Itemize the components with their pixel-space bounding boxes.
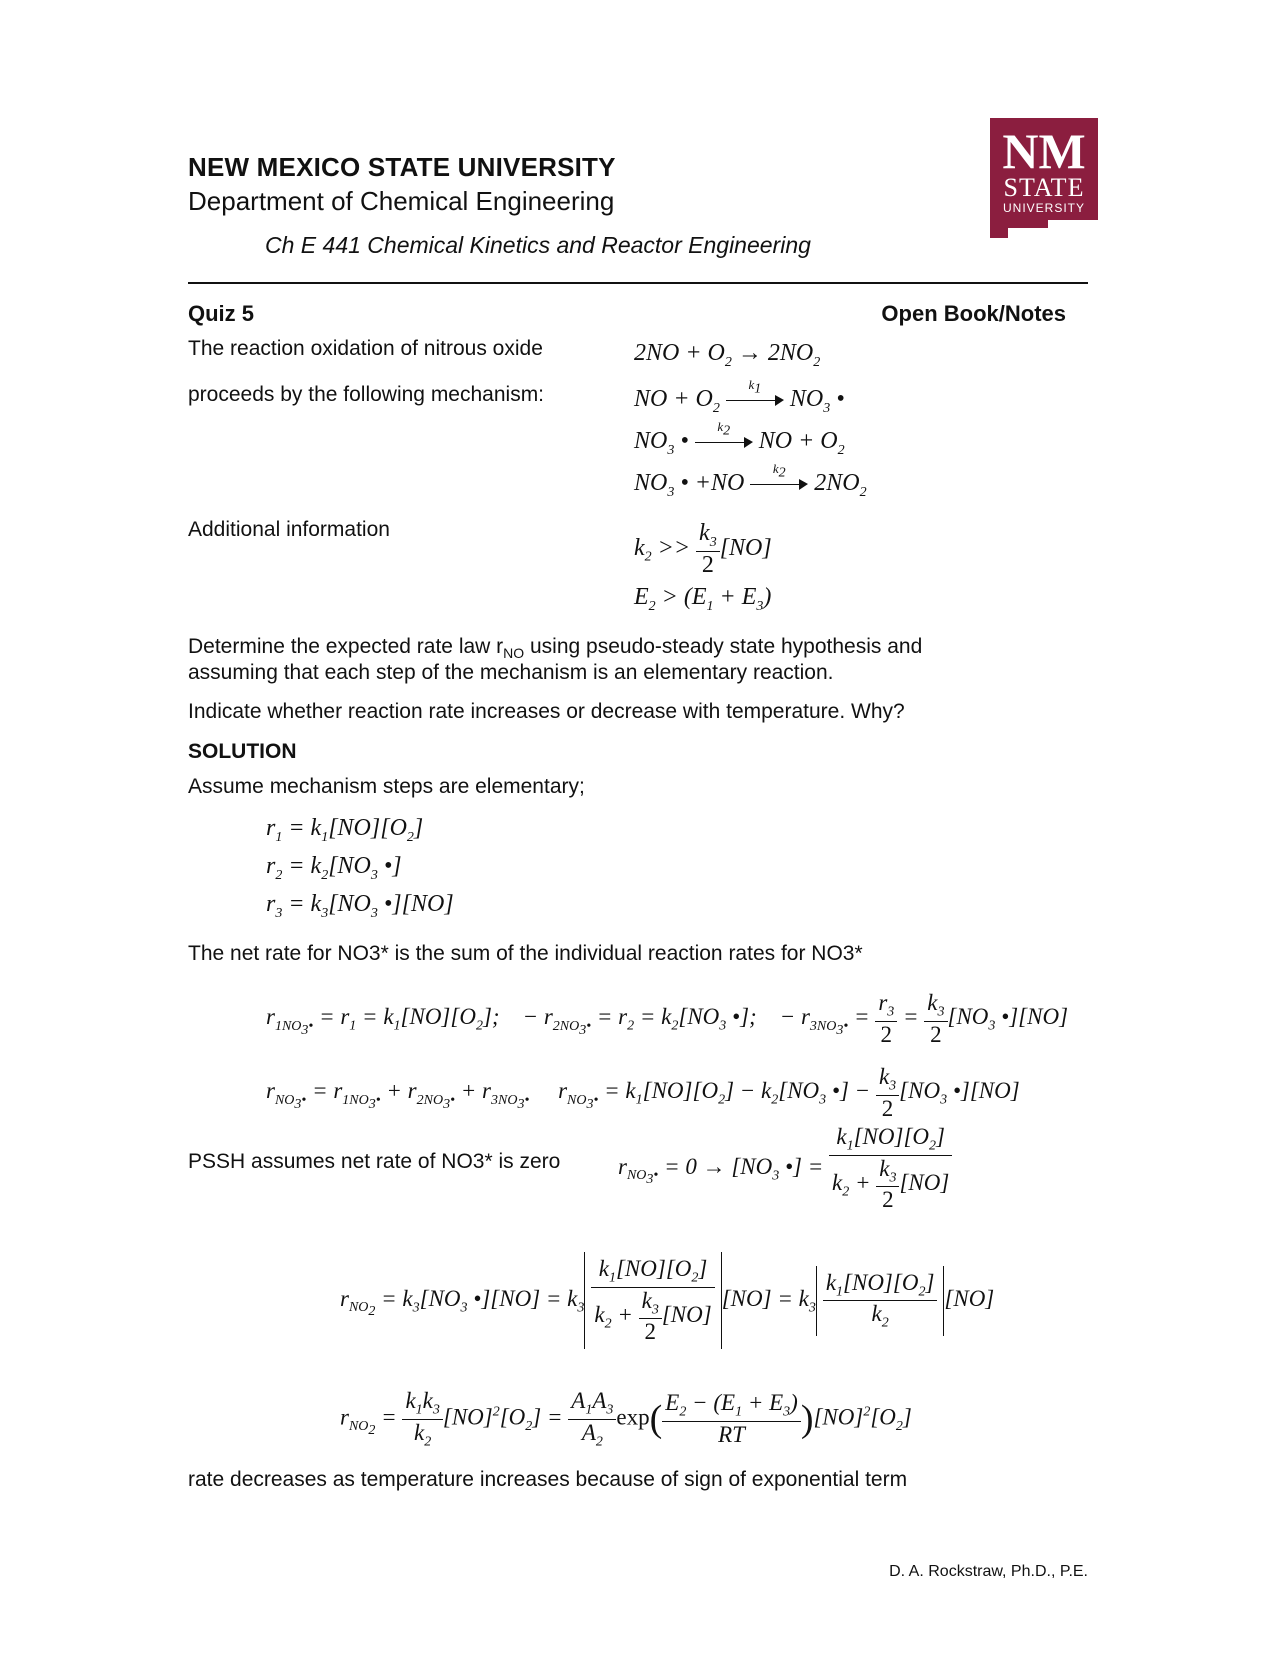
additional-info-label: Additional information <box>188 518 390 541</box>
assume-text: Assume mechanism steps are elementary; <box>188 775 585 798</box>
header-divider <box>188 282 1088 284</box>
rate-no2-eq-1: $r_{NO_2} = k_3[NO_3$ •][NO] = $k_3$ $k_1[NO][O_2]$ $k_2$ + $\frac{k_3}{2}$ [NO] $[NO] = k_3$ $\frac{k_1[NO][O_2]}{k_2}$ [NO] <box>340 1252 994 1349</box>
svg-text:NM: NM <box>1002 123 1086 179</box>
svg-text:STATE: STATE <box>1003 173 1085 202</box>
mechanism-step-3: $NO_3$ • +NO $k_2$ $2NO_2$ <box>634 461 867 500</box>
rate-eq-r2: $r_2 = k_2[NO_3$ •] <box>266 853 402 883</box>
condition-2: $E_2 > (E_1 + E_3)$ <box>634 584 772 614</box>
net-rate-text: The net rate for NO3* is the sum of the individual reaction rates for NO3* <box>188 942 863 965</box>
rate-no2-eq-final: $r_{NO_2}$ = $\frac{k_1k_3}{k_2}$ $[NO]^2[O_2]$ = $\frac{A_1A_3}{A_2}$ exp( $\frac{E_2 - (E_1 + E_3)}{RT}$ )$[NO]^2[O_2]$ <box>340 1388 912 1450</box>
rate-eq-r3: $r_3 = k_3[NO_3$ •][NO] <box>266 891 454 921</box>
task-line-2: assuming that each step of the mechanism is an elementary reaction. <box>188 661 834 684</box>
intro-line-1: The reaction oxidation of nitrous oxide <box>188 337 543 360</box>
quiz-mode: Open Book/Notes <box>881 301 1066 326</box>
rate-eq-r1: $r_1 = k_1[NO][O_2]$ <box>266 815 424 845</box>
mechanism-step-1: NO + $O_2$ $k_1$ $NO_3$ • <box>634 377 845 416</box>
individual-rates-eq: $r_{1NO_3•} = r_1 = k_1[NO][O_2]$; − $r_{2NO_3•} = r_2 = k_2[NO_3$ •]; − $r_{3NO_3•}$ = $\frac{r_3}{2}$ = $\frac{k_3}{2}$ [$NO_3$ •][NO] <box>266 990 1069 1047</box>
quiz-title: Quiz 5 <box>188 301 255 326</box>
university-name: NEW MEXICO STATE UNIVERSITY <box>188 152 616 182</box>
task-line-1: Determine the expected rate law $r_{NO}$ using pseudo-steady state hypothesis and <box>188 635 923 662</box>
author-signature: D. A. Rockstraw, Ph.D., P.E. <box>889 1563 1088 1580</box>
course-title: Ch E 441 Chemical Kinetics and Reactor Engineering <box>265 232 811 258</box>
department-name: Department of Chemical Engineering <box>188 186 615 216</box>
question-text: Indicate whether reaction rate increases or decrease with temperature. Why? <box>188 700 905 723</box>
mechanism-step-2: $NO_3$ • $k_2$ NO + $O_2$ <box>634 419 845 458</box>
nmsu-logo <box>988 116 1100 240</box>
conclusion-text: rate decreases as temperature increases because of sign of exponential term <box>188 1468 908 1491</box>
condition-1: $k_2$ >> $\frac{k_3}{2}$ [NO] <box>634 520 772 578</box>
intro-line-2: proceeds by the following mechanism: <box>188 383 545 406</box>
solution-heading: SOLUTION <box>188 740 297 763</box>
svg-text:UNIVERSITY: UNIVERSITY <box>1002 201 1086 215</box>
pssh-text: PSSH assumes net rate of NO3* is zero <box>188 1150 561 1173</box>
overall-reaction: $2NO + O_2 \to 2NO_2$ <box>634 340 821 370</box>
net-rate-eq: $r_{NO_3•} = r_{1NO_3•} + r_{2NO_3•} + r_{3NO_3•}$ $r_{NO_3•} = k_1[NO][O_2] - k_2[NO_3$ •] − $\frac{k_3}{2}$ [$NO_3$ •][NO] <box>266 1064 1020 1121</box>
pssh-eq: $r_{NO_3•} = 0 \to [NO_3$ •] = $k_1[NO][O_2]$ $k_2$ + $\frac{k_3}{2}$ [NO] <box>618 1124 952 1213</box>
